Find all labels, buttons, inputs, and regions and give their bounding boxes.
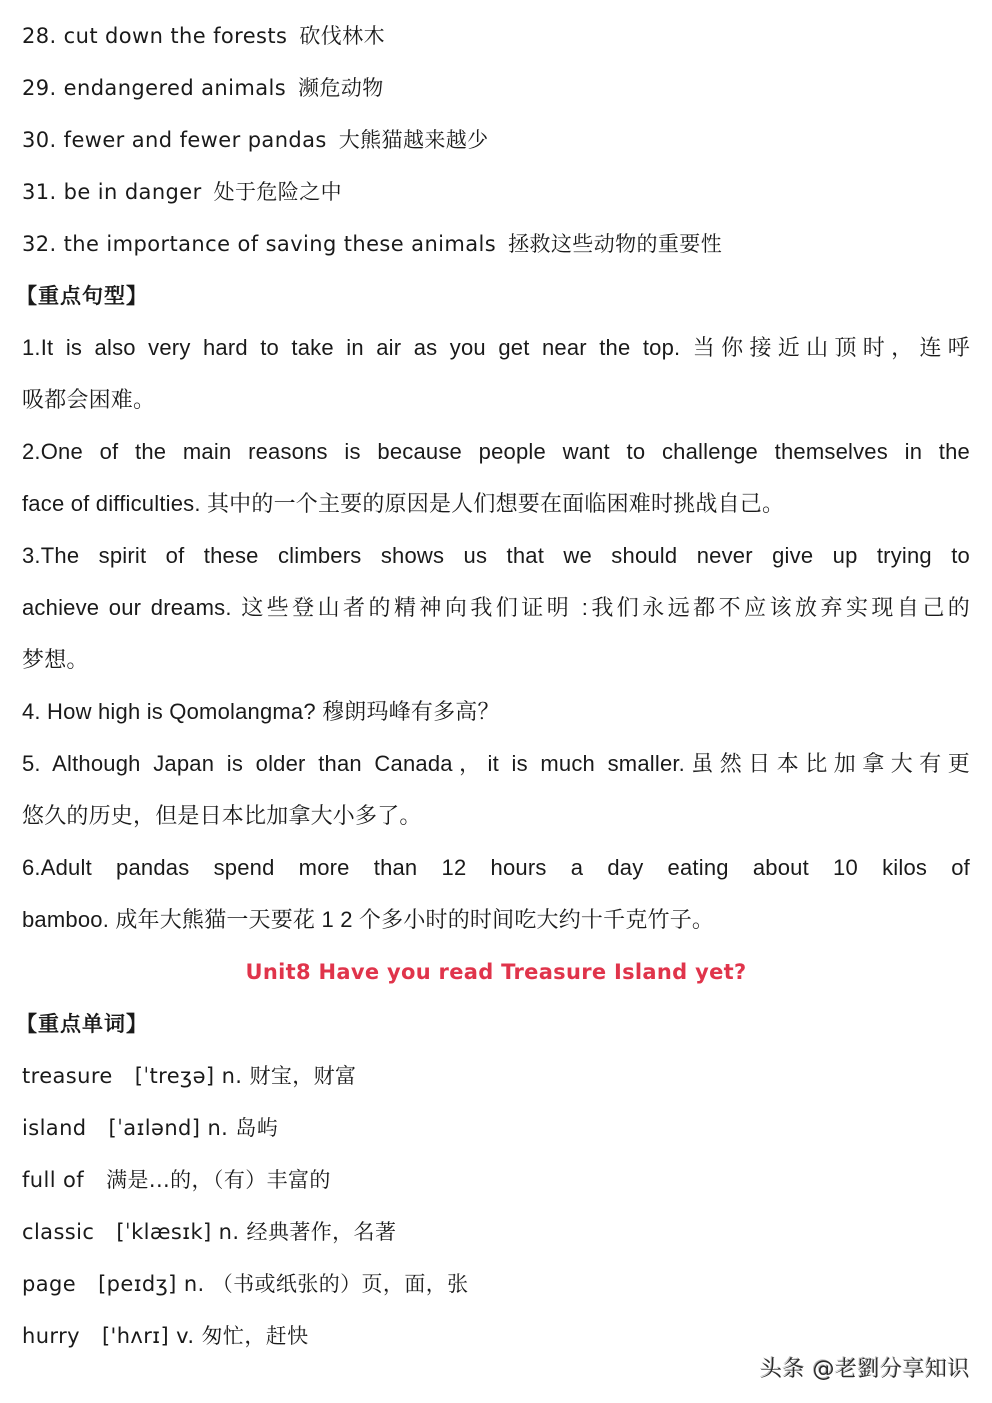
word-term: island [22,1116,87,1140]
phrase-en: 28. cut down the forests [22,24,288,48]
word-item [22,1154,970,1206]
phrase-zh: 拯救这些动物的重要性 [508,232,723,256]
phrase-zh: 大熊猫越来越少 [338,128,489,152]
sentence-line: achieve our dreams. 这些登山者的精神向我们证明 :我们永远都不应该放弃实现自己的 [22,595,970,620]
sentence-line: bamboo. 成年大熊猫一天要花 1 2 个多小时的时间吃大约十千克竹子。 [22,907,715,932]
sentence-line: 1.It is also very hard to take in air as you get near the top. 当你接近山顶时，连呼 [22,335,970,360]
word-phonetic: ['hʌrɪ] [101,1324,170,1348]
sentence-line: 梦想。 [22,647,89,672]
watermark: 头条 @老劉分享知识 [760,1357,970,1382]
word-meaning: （书或纸张的）页，面，张 [211,1272,469,1296]
word-pos: n. [218,1220,240,1244]
phrase-en: 29. endangered animals [22,76,287,100]
word-term: classic [22,1220,95,1244]
sentence-line: 2.One of the main reasons is because people want to challenge themselves in the [22,439,970,464]
word-meaning: 财宝，财富 [249,1064,357,1088]
word-pos: n. [221,1064,243,1088]
sentence-line: 吸都会困难。 [22,387,156,412]
word-pos: n. [207,1116,229,1140]
word-meaning: 岛屿 [235,1116,279,1140]
phrase-item [22,10,970,62]
phrase-item [22,218,970,270]
word-meaning: 经典著作，名著 [246,1220,397,1244]
word-item [22,1258,970,1310]
phrase-en: 30. fewer and fewer pandas [22,128,327,152]
word-phonetic: [peɪdʒ] [98,1272,177,1296]
sentence-line: 6.Adult pandas spend more than 12 hours a day eating about 10 kilos of [22,855,970,880]
phrase-item [22,166,970,218]
word-phonetic: [ˈtreʒə] [134,1064,215,1088]
phrase-zh: 处于危险之中 [213,180,343,204]
sentence-line: 5. Although Japan is older than Canada，it is much smaller.虽然日本比加拿大有更 [22,751,970,776]
phrase-en: 31. be in danger [22,180,202,204]
section-heading-sentences: 【重点句型】 [16,284,148,308]
sentence-line: face of difficulties. 其中的一个主要的原因是人们想要在面临困难时挑战自己。 [22,491,785,516]
word-meaning: 满是...的，（有）丰富的 [106,1168,331,1192]
word-phonetic: [ˈklæsɪk] [116,1220,212,1244]
phrase-en: 32. the importance of saving these animals [22,232,497,256]
word-item [22,1102,970,1154]
word-meaning: 匆忙，赶快 [201,1324,309,1348]
word-term: hurry [22,1324,80,1348]
word-phonetic: [ˈaɪlənd] [108,1116,201,1140]
phrase-zh: 濒危动物 [298,76,384,100]
word-item [22,1050,970,1102]
section-heading-words: 【重点单词】 [16,1012,148,1036]
word-pos: v. [176,1324,195,1348]
phrase-item [22,114,970,166]
word-term: page [22,1272,77,1296]
word-item [22,1206,970,1258]
sentence-line: 3.The spirit of these climbers shows us that we should never give up trying to [22,543,970,568]
phrase-zh: 砍伐林木 [299,24,385,48]
word-pos: n. [183,1272,205,1296]
word-term: treasure [22,1064,113,1088]
unit-title: Unit8 Have you read Treasure Island yet? [245,960,747,984]
sentence-line: 4. How high is Qomolangma? 穆朗玛峰有多高？ [22,699,500,724]
sentence-line: 悠久的历史，但是日本比加拿大小多了。 [22,803,422,828]
phrase-item [22,62,970,114]
word-term: full of [22,1168,85,1192]
